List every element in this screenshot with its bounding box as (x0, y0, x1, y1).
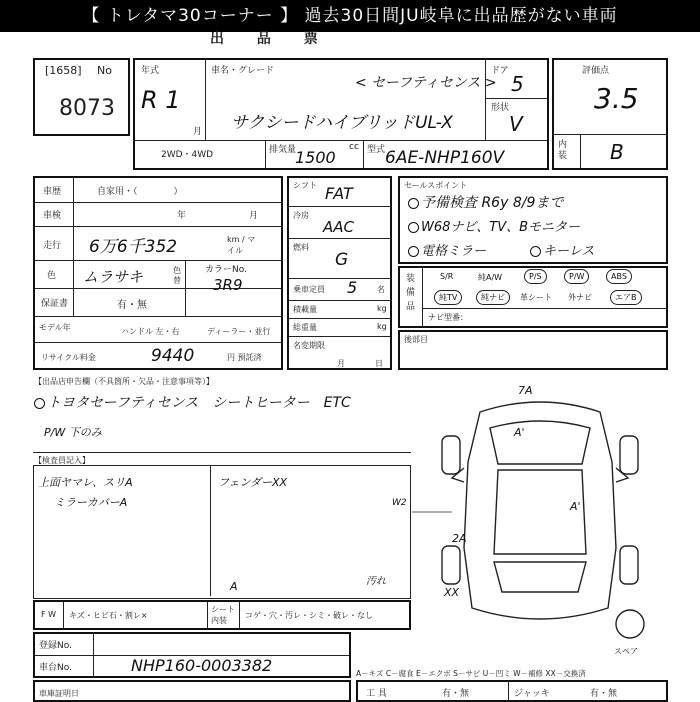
inspector-line2: ミラーカバーA (54, 496, 128, 509)
bullet-circle-icon (408, 222, 419, 233)
equip-kawa-seat: 革シート (520, 293, 552, 302)
shamei-label: 車名・グレード (211, 66, 275, 76)
dealer-label: ディーラー・並行 (207, 327, 271, 336)
lot-number-box (33, 58, 130, 136)
teiin-label: 乗車定員 (293, 285, 325, 294)
shaken-year: 年 (177, 211, 187, 221)
meigi-month: 月 (337, 359, 345, 368)
shaken-month: 月 (249, 211, 259, 221)
registration-box (33, 632, 351, 678)
seller-line1-text: トヨタセーフティセンス シートヒーター ETC (47, 395, 351, 411)
equip-abs: ABS (606, 269, 632, 284)
katashiki-value: 6AE-NHP160V (385, 148, 505, 168)
equip-sr: S/R (440, 272, 454, 281)
shaken-label: 車検 (43, 211, 62, 221)
nenryo-label: 燃料 (293, 243, 309, 252)
equip-gai-navi: 外ナビ (568, 293, 592, 302)
naiso-value: B (610, 140, 624, 164)
lot-label-right: No (97, 64, 112, 77)
meigi-label: 名変期限 (293, 341, 325, 350)
inspector-label: 【検査員記入】 (34, 456, 90, 465)
recycle-value: 9440 (151, 346, 195, 366)
iro-label: 色 (47, 271, 57, 281)
sekisai-label: 積載量 (293, 305, 317, 314)
meigi-day: 日 (375, 359, 383, 368)
equip-jun-aw: 純A/W (478, 273, 503, 282)
hyoka-value: 3.5 (594, 82, 639, 115)
tools-box (356, 680, 668, 702)
equipment-box (398, 266, 668, 328)
wheel-front-left (442, 436, 460, 474)
shift-value: FAT (325, 184, 353, 203)
hyoka-box (552, 58, 668, 170)
fw-mark-note: 汚れ (366, 576, 386, 587)
navi-model-label: ナビ型番： (428, 313, 468, 322)
jack-value: 有・無 (590, 689, 618, 699)
keijo-value: V (509, 112, 523, 136)
hoshosho-value: 有・無 (117, 300, 147, 311)
equip-label: 装備品 (406, 274, 416, 312)
inspector-box (33, 465, 411, 599)
sales-line2-text: W68ナビ、TV、Bモニター (421, 220, 581, 235)
seller-declaration-label: 【出品店申告欄（不具箇所・欠品・注意事項等）】 (34, 377, 214, 386)
shift-label: シフト (293, 181, 317, 190)
reibo-value: AAC (323, 218, 354, 236)
nenshiki-value: R 1 (141, 86, 181, 114)
equip-jun-tv: 純TV (434, 290, 462, 305)
sales-line3b (530, 240, 594, 259)
mirror-right (616, 468, 628, 482)
equip-jun-navi: 純ナビ (476, 290, 510, 305)
hyoka-label: 評価点 (582, 66, 610, 76)
shadai-value: NHP160-0003382 (131, 656, 273, 675)
teiin-unit: 名 (377, 285, 385, 294)
equip-ps: P/S (524, 269, 547, 284)
diag-mark-a1: A' (514, 426, 525, 439)
bullet-circle-icon (34, 398, 45, 409)
seat-items: コゲ・穴・汚レ・シミ・破レ・なし (245, 611, 373, 620)
soko-value: 6万6千352 (89, 237, 178, 257)
sales-line2 (408, 216, 580, 235)
km-label: km / マイル (227, 235, 256, 255)
diag-mark-top: 7A (518, 384, 533, 397)
shareki-label: 車歴 (43, 187, 62, 197)
naiso-label: 内装 (558, 140, 568, 161)
seller-line1 (34, 392, 351, 412)
sales-line1-text: 予備検査 R6y 8/9まで (421, 195, 564, 211)
iro-value: ムラサキ (83, 268, 144, 286)
handle-label: ハンドル 左・右 (121, 327, 180, 336)
recycle-unit: 円 預託済 (227, 353, 262, 362)
diag-mark-w2: W2 (392, 498, 407, 508)
diag-mark-xx: XX (444, 586, 460, 599)
toroku-label: 登録No. (39, 641, 72, 651)
grade-note: < セーフティセンス > (355, 75, 497, 91)
fw-label: F W (41, 610, 57, 619)
jack-label: ジャッキ (514, 689, 550, 699)
drive-label: 2WD・4WD (161, 150, 214, 160)
haiki-value: 1500 (295, 148, 336, 167)
recycle-label: リサイクル料金 (41, 353, 96, 362)
seller-line2: P/W 下のみ (44, 426, 102, 439)
equip-pw: P/W (564, 269, 589, 284)
haiki-label: 排気量 (269, 145, 297, 155)
inspector-line1: 上面ヤマレ、スリA (38, 476, 133, 489)
sales-line3b-text: キーレス (543, 244, 595, 259)
fw-items: キズ・ヒビ石・割レ× (69, 611, 148, 620)
spare-label: スペア (614, 647, 638, 656)
diag-mark-2a: 2A (452, 532, 467, 545)
auction-banner: 【 トレタマ30コーナー 】 過去30日間JU岐阜に出品歴がない車両 (0, 0, 700, 32)
cc-label: cc (349, 142, 359, 152)
nenshiki-label: 年式 (141, 66, 160, 76)
shareki-value: 自家用・（ ） (97, 187, 183, 197)
wheel-rear-left (442, 546, 460, 584)
kogu-value: 有・無 (442, 689, 470, 699)
car-rear-window (494, 562, 586, 592)
vehicle-info-box (133, 58, 549, 170)
sekisai-unit: kg (377, 304, 387, 313)
door-label: ドア (491, 66, 509, 76)
month-label: 月 (193, 127, 203, 137)
fw-mark-a: A (230, 580, 238, 593)
rear-notes-box (398, 330, 668, 370)
spec-left-box (33, 176, 283, 370)
sales-label: セールスポイント (404, 181, 468, 190)
shadai-label: 車台No. (39, 663, 72, 673)
sojuryo-label: 総重量 (293, 323, 317, 332)
mirror-left (452, 468, 464, 482)
equip-air-b: エアB (610, 290, 642, 305)
shako-label: 車庫証明日 (39, 689, 79, 698)
reibo-label: 冷房 (293, 211, 309, 220)
bullet-circle-icon (530, 246, 541, 257)
color-no-value: 3R9 (213, 276, 243, 294)
sales-point-box (398, 176, 668, 264)
bullet-circle-icon (408, 198, 419, 209)
teiin-value: 5 (347, 278, 358, 297)
spare-tire (616, 610, 644, 638)
wheel-rear-right (620, 546, 638, 584)
goshitsu-label: 後部目 (404, 335, 428, 344)
sales-line1 (408, 192, 563, 212)
shako-box (33, 680, 351, 702)
door-value: 5 (511, 72, 524, 96)
sales-line3 (408, 240, 486, 259)
bullet-circle-icon (408, 246, 419, 257)
seat-label: シート内装 (211, 605, 235, 625)
hoshosho-label: 保証書 (41, 299, 69, 309)
katashiki-label: 型式 (367, 145, 386, 155)
soko-label: 走行 (43, 241, 62, 251)
sojuryo-unit: kg (377, 322, 387, 331)
kogu-label: 工 具 (366, 689, 387, 699)
car-front-windshield (490, 421, 590, 464)
car-body-outline (464, 402, 616, 619)
sheet-title-fragment: 出 品 票 (210, 31, 332, 47)
sales-line3-text: 電格ミラー (421, 244, 487, 259)
keijo-label: 形状 (491, 103, 510, 113)
spec-mid-box (287, 176, 392, 370)
diag-mark-a1b: A' (570, 500, 581, 513)
fw-seat-row (33, 600, 411, 630)
iro-kae-label: 色替 (173, 266, 181, 285)
color-no-label: カラーNo. (205, 265, 247, 275)
inspector-line3: フェンダーXX (218, 476, 288, 489)
damage-legend: A－キズ C－腐食 E－エクボ S－サビ U－凹ミ W－補修 XX－交換済 (356, 669, 586, 678)
shamei-value: サクシードハイブリッドUL-X (231, 113, 453, 133)
wheel-front-right (620, 436, 638, 474)
nenryo-value: G (335, 250, 349, 270)
lot-label-left: [1658] (45, 64, 82, 77)
lot-number: 8073 (59, 96, 115, 121)
car-damage-diagram (412, 378, 670, 650)
model-year-label: モデル年 (39, 323, 71, 332)
